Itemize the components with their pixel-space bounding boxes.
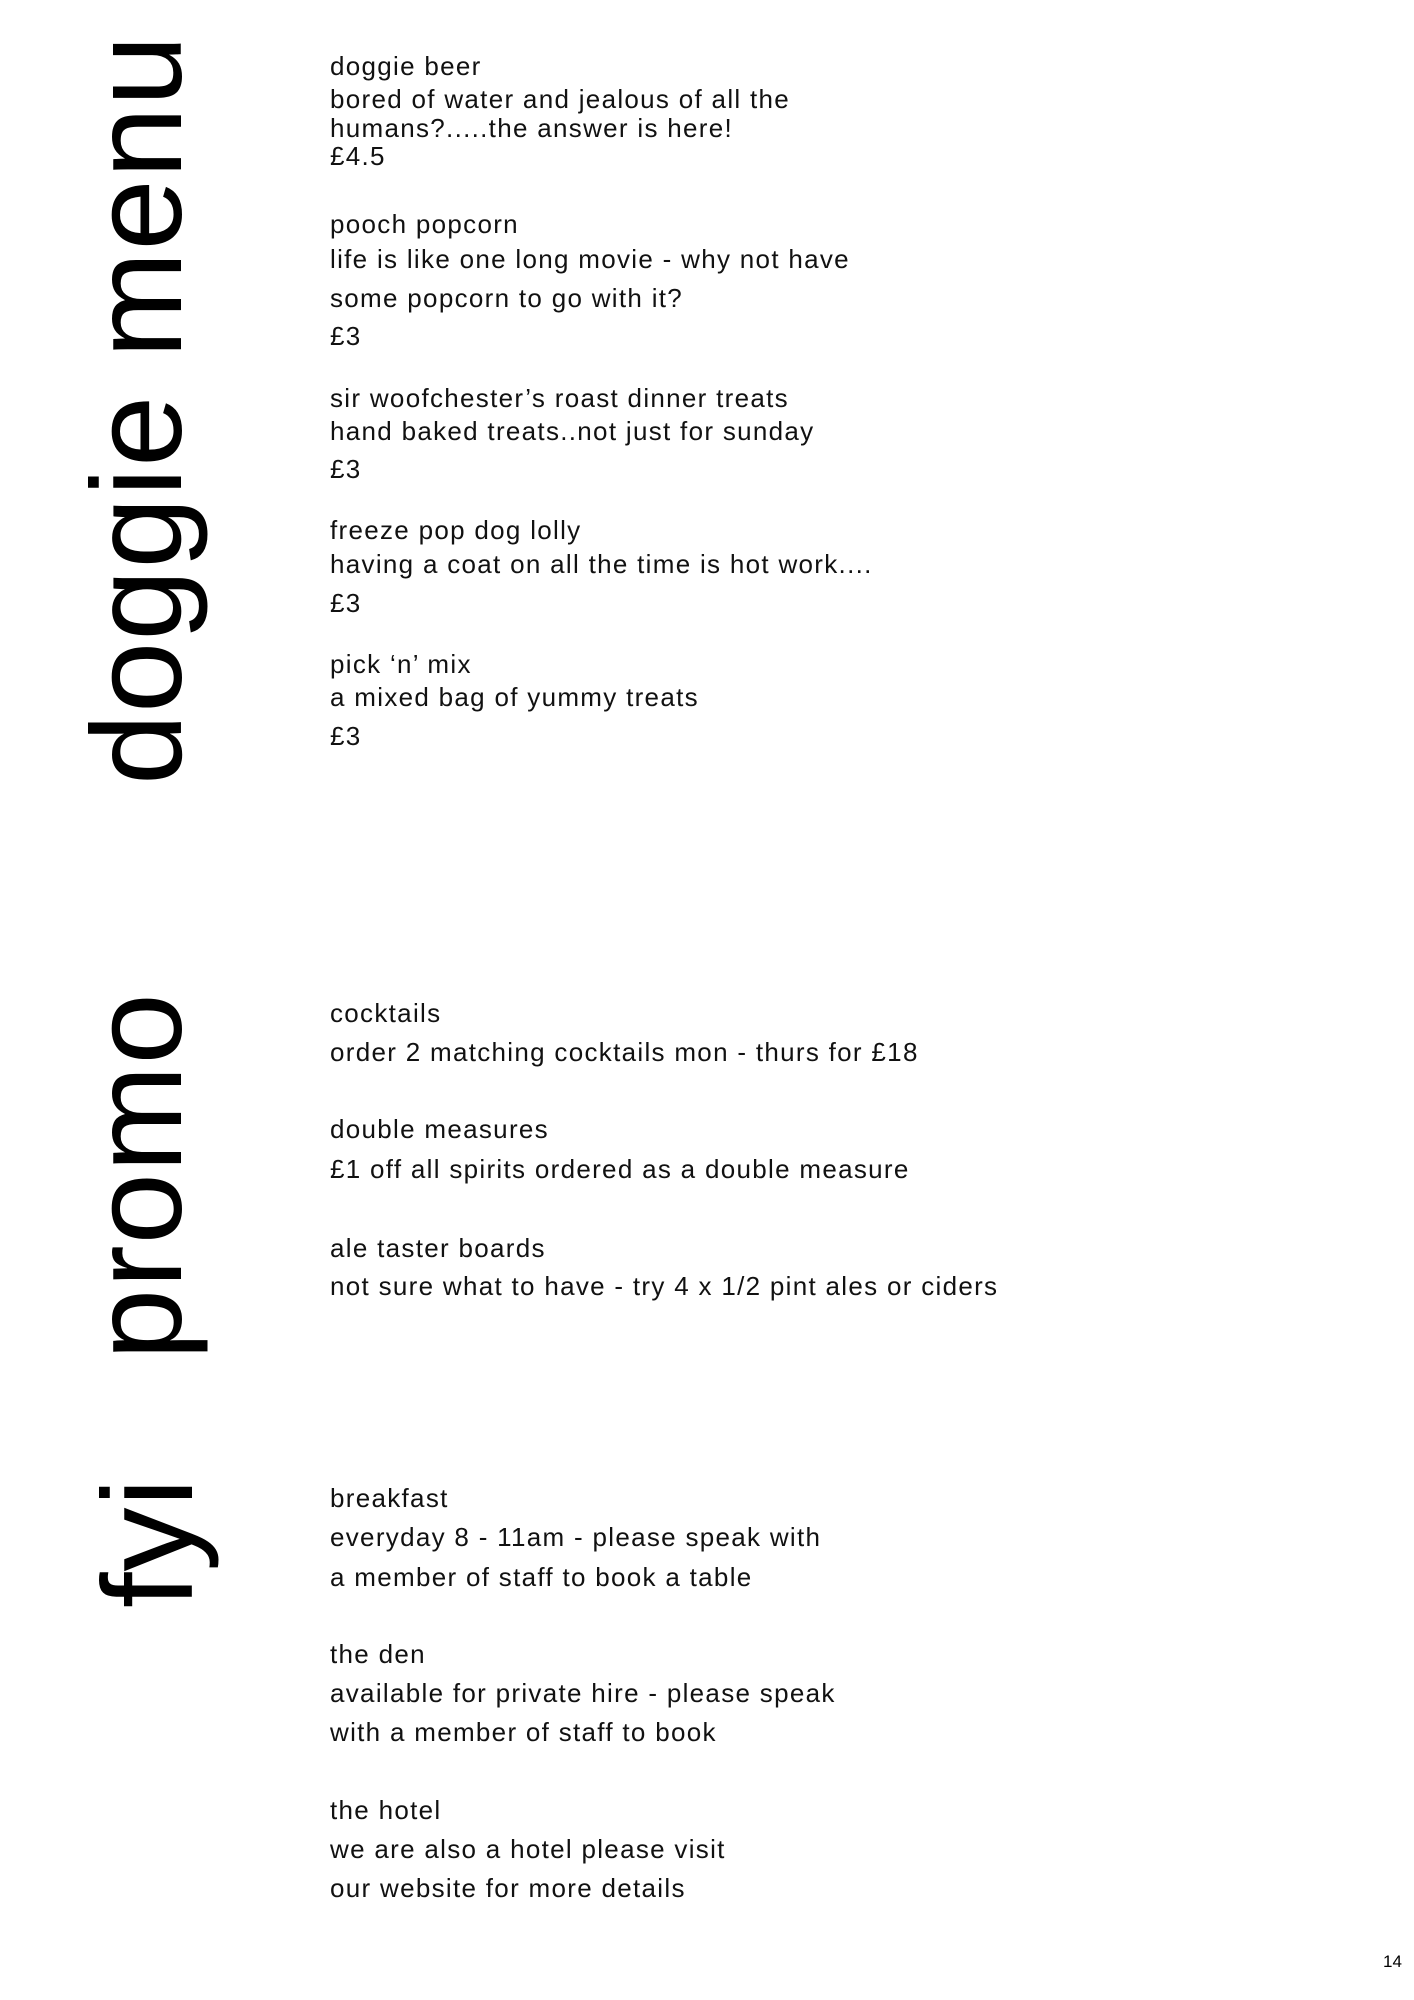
item-name: freeze pop dog lolly — [330, 515, 582, 545]
item-price: £3 — [330, 721, 362, 751]
item-description: a mixed bag of yummy treats — [330, 682, 699, 712]
item-description: humans?.....the answer is here! — [330, 113, 734, 143]
item-description: hand baked treats..not just for sunday — [330, 416, 815, 446]
item-price: £3 — [330, 588, 362, 618]
item-description: life is like one long movie - why not have — [330, 244, 850, 274]
item-description: having a coat on all the time is hot work.... — [330, 549, 873, 579]
item-name: double measures — [330, 1114, 549, 1144]
item-description: a member of staff to book a table — [330, 1562, 753, 1592]
item-description: bored of water and jealous of all the — [330, 84, 791, 114]
item-description: we are also a hotel please visit — [330, 1834, 726, 1864]
item-name: pick ‘n’ mix — [330, 649, 472, 679]
item-description: everyday 8 - 11am - please speak with — [330, 1522, 822, 1552]
item-name: sir woofchester’s roast dinner treats — [330, 383, 789, 413]
section-title-fyi: fyi — [77, 1477, 220, 1608]
item-name: doggie beer — [330, 51, 482, 81]
item-name: cocktails — [330, 998, 442, 1028]
item-name: breakfast — [330, 1483, 449, 1513]
item-description: order 2 matching cocktails mon - thurs for £18 — [330, 1037, 919, 1067]
item-name: the den — [330, 1639, 426, 1669]
item-description: with a member of staff to book — [330, 1717, 717, 1747]
item-description: some popcorn to go with it? — [330, 283, 684, 313]
item-description: not sure what to have - try 4 x 1/2 pint ales or ciders — [330, 1271, 999, 1301]
item-description: available for private hire - please speak — [330, 1678, 836, 1708]
item-name: ale taster boards — [330, 1233, 546, 1263]
item-name: the hotel — [330, 1795, 442, 1825]
item-name: pooch popcorn — [330, 209, 519, 239]
item-price: £3 — [330, 454, 362, 484]
page-number: 14 — [1383, 1952, 1402, 1971]
item-description: £1 off all spirits ordered as a double measure — [330, 1154, 910, 1184]
item-price: £3 — [330, 321, 362, 351]
section-title-doggie-menu: doggie menu — [66, 33, 209, 785]
item-price: £4.5 — [330, 141, 386, 171]
section-title-promo: promo — [66, 992, 209, 1360]
item-description: our website for more details — [330, 1873, 686, 1903]
